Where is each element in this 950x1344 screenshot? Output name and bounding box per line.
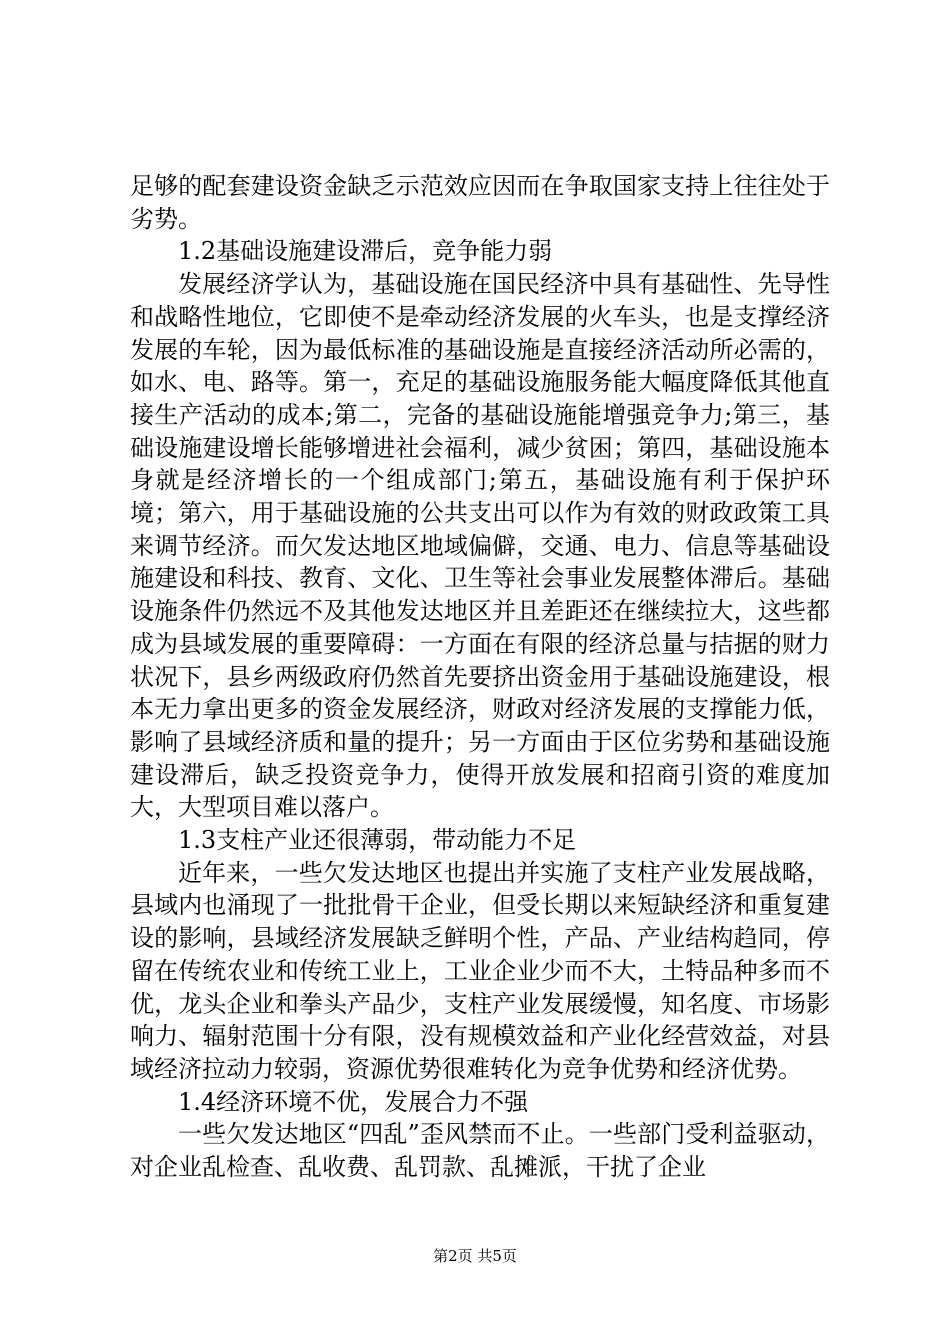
paragraph-infrastructure: 发展经济学认为，基础设施在国民经济中具有基础性、先导性和战略性地位，它即使不是牵动经济发展的火车头，也是支撑经济发展的车轮，因为最低标准的基础设施是直接经济活动所必需的，如水、电、路等。第一，充足的基础设施服务能大幅度降低其他直接生产活动的成本;第二，完备的基础设施能增强竞争力;第三，基础设施建设增长能够增进社会福利，减少贫困；第四，基础设施本身就是经济增长的一个组成部门;第五，基础设施有利于保护环境；第六，用于基础设施的公共支出可以作为有效的财政政策工具来调节经济。而欠发达地区地域偏僻，交通、电力、信息等基础设施建设和科技、教育、文化、卫生等社会事业发展整体滞后。基础设施条件仍然远不及其他发达地区并且差距还在继续拉大，这些都成为县域发展的重要障碍：一方面在有限的经济总量与拮据的财力状况下，县乡两级政府仍然首先要挤出资金用于基础设施建设，根本无力拿出更多的资金发展经济，财政对经济发展的支撑能力低，影响了县域经济质和量的提升；另一方面由于区位劣势和基础设施建设滞后，缺乏投资竞争力，使得开放发展和招商引资的难度加大，大型项目难以落户。 bbox=[130, 270, 830, 822]
paragraph-continued: 足够的配套建设资金缺乏示范效应因而在争取国家支持上往往处于劣势。 bbox=[130, 172, 830, 233]
page-footer: 第2页 共5页 bbox=[433, 1247, 517, 1265]
paragraph-environment: 一些欠发达地区“四乱”歪风禁而不止。一些部门受利益驱动，对企业乱检查、乱收费、乱罚款、乱摊派，干扰了企业 bbox=[130, 1120, 830, 1182]
paragraph-pillar-industry: 近年来，一些欠发达地区也提出并实施了支柱产业发展战略，县域内也涌现了一批批骨干企业，但受长期以来短缺经济和重复建设的影响，县域经济发展缺乏鲜明个性，产品、产业结构趋同，停留在传统农业和传统工业上，工业企业少而不大，土特品种多而不优，龙头企业和拳头产品少，支柱产业发展缓慢，知名度、市场影响力、辐射范围十分有限，没有规模效益和产业化经营效益，对县域经济拉动力较弱，资源优势很难转化为竞争优势和经济优势。 bbox=[130, 858, 830, 1083]
section-heading-1-3: 1.3支柱产业还很薄弱，带动能力不足 bbox=[178, 826, 577, 855]
document-body bbox=[130, 170, 830, 1184]
section-heading-1-4: 1.4经济环境不优，发展合力不强 bbox=[178, 1087, 529, 1116]
section-heading-1-2: 1.2基础设施建设滞后，竞争能力弱 bbox=[178, 237, 553, 266]
